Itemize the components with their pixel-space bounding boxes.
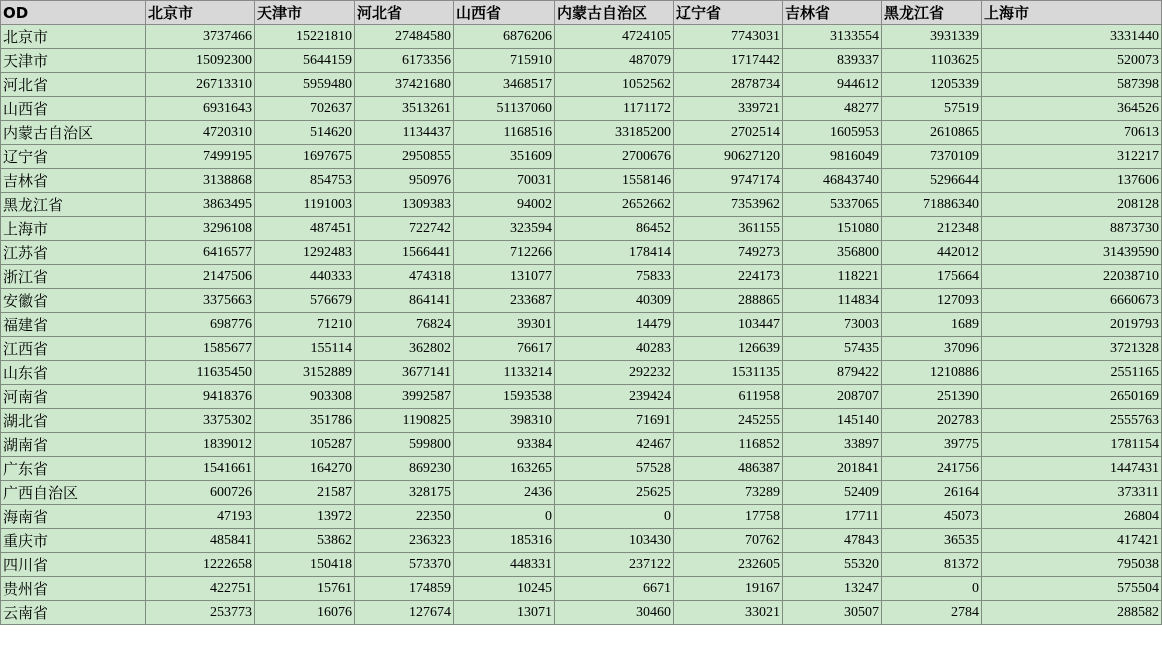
row-header-cell[interactable]: 天津市: [1, 49, 146, 73]
table-row: [1, 97, 1162, 121]
table-cell[interactable]: 42467: [555, 433, 674, 457]
table-cell[interactable]: 373311: [982, 481, 1162, 505]
table-cell[interactable]: 103430: [555, 529, 674, 553]
table-cell[interactable]: 0: [454, 505, 555, 529]
table-cell[interactable]: 2551165: [982, 361, 1162, 385]
table-cell[interactable]: 71886340: [882, 193, 982, 217]
table-cell[interactable]: 722742: [355, 217, 454, 241]
table-cell[interactable]: 514620: [255, 121, 355, 145]
table-cell[interactable]: 16076: [255, 601, 355, 625]
table-cell[interactable]: 361155: [674, 217, 783, 241]
table-cell[interactable]: 13247: [783, 577, 882, 601]
table-row: [1, 265, 1162, 289]
table-cell[interactable]: 520073: [982, 49, 1162, 73]
table-row: [1, 361, 1162, 385]
table-cell[interactable]: 486387: [674, 457, 783, 481]
table-cell[interactable]: 118221: [783, 265, 882, 289]
table-cell[interactable]: 1292483: [255, 241, 355, 265]
table-cell[interactable]: 339721: [674, 97, 783, 121]
table-cell[interactable]: 13972: [255, 505, 355, 529]
row-header-cell[interactable]: 海南省: [1, 505, 146, 529]
table-cell[interactable]: 1531135: [674, 361, 783, 385]
column-header-cell[interactable]: 内蒙古自治区: [555, 1, 674, 25]
table-cell[interactable]: 879422: [783, 361, 882, 385]
table-cell[interactable]: 13071: [454, 601, 555, 625]
table-cell[interactable]: 71210: [255, 313, 355, 337]
table-cell[interactable]: 30507: [783, 601, 882, 625]
table-cell[interactable]: 37421680: [355, 73, 454, 97]
table-row: [1, 289, 1162, 313]
corner-header-cell[interactable]: OD: [1, 1, 146, 25]
table-cell[interactable]: 55320: [783, 553, 882, 577]
table-cell[interactable]: 116852: [674, 433, 783, 457]
table-cell[interactable]: 1210886: [882, 361, 982, 385]
table-cell[interactable]: 351609: [454, 145, 555, 169]
table-cell[interactable]: 25625: [555, 481, 674, 505]
table-cell[interactable]: 174859: [355, 577, 454, 601]
table-cell[interactable]: 26804: [982, 505, 1162, 529]
table-cell[interactable]: 94002: [454, 193, 555, 217]
table-cell[interactable]: 2650169: [982, 385, 1162, 409]
column-header-cell[interactable]: 黑龙江省: [882, 1, 982, 25]
table-cell[interactable]: 903308: [255, 385, 355, 409]
table-cell[interactable]: 3296108: [146, 217, 255, 241]
row-header-cell[interactable]: 江西省: [1, 337, 146, 361]
table-cell[interactable]: 26164: [882, 481, 982, 505]
table-cell[interactable]: 950976: [355, 169, 454, 193]
table-cell[interactable]: 1052562: [555, 73, 674, 97]
table-cell[interactable]: 587398: [982, 73, 1162, 97]
row-header-cell[interactable]: 贵州省: [1, 577, 146, 601]
row-header-cell[interactable]: 湖北省: [1, 409, 146, 433]
table-cell[interactable]: 5644159: [255, 49, 355, 73]
table-row: [1, 193, 1162, 217]
table-cell[interactable]: 224173: [674, 265, 783, 289]
table-row: [1, 553, 1162, 577]
table-cell[interactable]: 175664: [882, 265, 982, 289]
table-cell[interactable]: 1585677: [146, 337, 255, 361]
table-cell[interactable]: 2950855: [355, 145, 454, 169]
table-row: [1, 49, 1162, 73]
table-cell[interactable]: 3331440: [982, 25, 1162, 49]
table-cell[interactable]: 137606: [982, 169, 1162, 193]
table-cell[interactable]: 292232: [555, 361, 674, 385]
table-cell[interactable]: 869230: [355, 457, 454, 481]
table-cell[interactable]: 105287: [255, 433, 355, 457]
table-cell[interactable]: 3138868: [146, 169, 255, 193]
table-cell[interactable]: 362802: [355, 337, 454, 361]
table-cell[interactable]: 474318: [355, 265, 454, 289]
table-cell[interactable]: 236323: [355, 529, 454, 553]
table-cell[interactable]: 241756: [882, 457, 982, 481]
table-cell[interactable]: 6416577: [146, 241, 255, 265]
table-cell[interactable]: 127674: [355, 601, 454, 625]
table-cell[interactable]: 251390: [882, 385, 982, 409]
row-header-cell[interactable]: 福建省: [1, 313, 146, 337]
table-cell[interactable]: 208707: [783, 385, 882, 409]
table-cell[interactable]: 0: [882, 577, 982, 601]
table-cell[interactable]: 185316: [454, 529, 555, 553]
column-header-cell[interactable]: 山西省: [454, 1, 555, 25]
table-cell[interactable]: 9747174: [674, 169, 783, 193]
table-cell[interactable]: 854753: [255, 169, 355, 193]
table-cell[interactable]: 2784: [882, 601, 982, 625]
table-cell[interactable]: 2610865: [882, 121, 982, 145]
table-cell[interactable]: 76824: [355, 313, 454, 337]
table-row: [1, 529, 1162, 553]
table-cell[interactable]: 131077: [454, 265, 555, 289]
table-cell[interactable]: 178414: [555, 241, 674, 265]
table-cell[interactable]: 1133214: [454, 361, 555, 385]
table-cell[interactable]: 7370109: [882, 145, 982, 169]
table-cell[interactable]: 3931339: [882, 25, 982, 49]
table-cell[interactable]: 9418376: [146, 385, 255, 409]
table-row: [1, 577, 1162, 601]
table-cell[interactable]: 3677141: [355, 361, 454, 385]
table-cell[interactable]: 573370: [355, 553, 454, 577]
column-header-cell[interactable]: 北京市: [146, 1, 255, 25]
table-cell[interactable]: 2019793: [982, 313, 1162, 337]
table-cell[interactable]: 5337065: [783, 193, 882, 217]
table-cell[interactable]: 151080: [783, 217, 882, 241]
table-cell[interactable]: 33897: [783, 433, 882, 457]
table-cell[interactable]: 233687: [454, 289, 555, 313]
table-cell[interactable]: 487079: [555, 49, 674, 73]
table-cell[interactable]: 45073: [882, 505, 982, 529]
table-cell[interactable]: 1103625: [882, 49, 982, 73]
table-cell[interactable]: 155114: [255, 337, 355, 361]
table-cell[interactable]: 40283: [555, 337, 674, 361]
table-cell[interactable]: 26713310: [146, 73, 255, 97]
row-header-cell[interactable]: 黑龙江省: [1, 193, 146, 217]
table-cell[interactable]: 6876206: [454, 25, 555, 49]
table-cell[interactable]: 3863495: [146, 193, 255, 217]
table-cell[interactable]: 3737466: [146, 25, 255, 49]
table-cell[interactable]: 944612: [783, 73, 882, 97]
row-header-cell[interactable]: 江苏省: [1, 241, 146, 265]
table-cell[interactable]: 3721328: [982, 337, 1162, 361]
table-cell[interactable]: 0: [555, 505, 674, 529]
table-cell[interactable]: 53862: [255, 529, 355, 553]
table-cell[interactable]: 8873730: [982, 217, 1162, 241]
table-cell[interactable]: 15092300: [146, 49, 255, 73]
table-cell[interactable]: 328175: [355, 481, 454, 505]
row-header-cell[interactable]: 浙江省: [1, 265, 146, 289]
table-row: [1, 433, 1162, 457]
table-cell[interactable]: 1781154: [982, 433, 1162, 457]
table-cell[interactable]: 46843740: [783, 169, 882, 193]
table-cell[interactable]: 1717442: [674, 49, 783, 73]
table-cell[interactable]: 22038710: [982, 265, 1162, 289]
table-cell[interactable]: 1566441: [355, 241, 454, 265]
table-cell[interactable]: 417421: [982, 529, 1162, 553]
table-row: [1, 457, 1162, 481]
table-cell[interactable]: 39775: [882, 433, 982, 457]
row-header-cell[interactable]: 安徽省: [1, 289, 146, 313]
table-cell[interactable]: 1558146: [555, 169, 674, 193]
row-header-cell[interactable]: 云南省: [1, 601, 146, 625]
table-cell[interactable]: 48277: [783, 97, 882, 121]
table-cell[interactable]: 22350: [355, 505, 454, 529]
table-cell[interactable]: 702637: [255, 97, 355, 121]
table-cell[interactable]: 611958: [674, 385, 783, 409]
table-row: [1, 313, 1162, 337]
table-cell[interactable]: 6931643: [146, 97, 255, 121]
table-cell[interactable]: 73289: [674, 481, 783, 505]
table-cell[interactable]: 576679: [255, 289, 355, 313]
table-cell[interactable]: 3513261: [355, 97, 454, 121]
table-row: [1, 169, 1162, 193]
column-header-cell[interactable]: 吉林省: [783, 1, 882, 25]
table-cell[interactable]: 201841: [783, 457, 882, 481]
table-cell[interactable]: 442012: [882, 241, 982, 265]
table-cell[interactable]: 3152889: [255, 361, 355, 385]
table-cell[interactable]: 2878734: [674, 73, 783, 97]
table-cell[interactable]: 839337: [783, 49, 882, 73]
table-row: [1, 121, 1162, 145]
row-header-cell[interactable]: 内蒙古自治区: [1, 121, 146, 145]
table-cell[interactable]: 712266: [454, 241, 555, 265]
table-row: [1, 385, 1162, 409]
table-cell[interactable]: 351786: [255, 409, 355, 433]
table-cell[interactable]: 1309383: [355, 193, 454, 217]
table-row: [1, 481, 1162, 505]
table-cell[interactable]: 36535: [882, 529, 982, 553]
table-cell[interactable]: 86452: [555, 217, 674, 241]
table-cell[interactable]: 114834: [783, 289, 882, 313]
table-cell[interactable]: 27484580: [355, 25, 454, 49]
table-row: [1, 409, 1162, 433]
row-header-cell[interactable]: 山东省: [1, 361, 146, 385]
table-cell[interactable]: 1205339: [882, 73, 982, 97]
table-cell[interactable]: 57519: [882, 97, 982, 121]
table-cell[interactable]: 37096: [882, 337, 982, 361]
table-row: [1, 337, 1162, 361]
row-header-cell[interactable]: 辽宁省: [1, 145, 146, 169]
table-cell[interactable]: 70613: [982, 121, 1162, 145]
row-header-cell[interactable]: 河南省: [1, 385, 146, 409]
table-cell[interactable]: 17758: [674, 505, 783, 529]
table-cell[interactable]: 1605953: [783, 121, 882, 145]
table-cell[interactable]: 126639: [674, 337, 783, 361]
table-cell[interactable]: 356800: [783, 241, 882, 265]
table-cell[interactable]: 212348: [882, 217, 982, 241]
table-cell[interactable]: 3375663: [146, 289, 255, 313]
table-cell[interactable]: 93384: [454, 433, 555, 457]
table-cell[interactable]: 1190825: [355, 409, 454, 433]
table-cell[interactable]: 3375302: [146, 409, 255, 433]
table-cell[interactable]: 1593538: [454, 385, 555, 409]
table-cell[interactable]: 1447431: [982, 457, 1162, 481]
column-header-cell[interactable]: 上海市: [982, 1, 1162, 25]
table-cell[interactable]: 39301: [454, 313, 555, 337]
table-cell[interactable]: 2555763: [982, 409, 1162, 433]
table-cell[interactable]: 4720310: [146, 121, 255, 145]
table-cell[interactable]: 288865: [674, 289, 783, 313]
table-cell[interactable]: 2436: [454, 481, 555, 505]
table-cell[interactable]: 57528: [555, 457, 674, 481]
table-cell[interactable]: 81372: [882, 553, 982, 577]
table-cell[interactable]: 600726: [146, 481, 255, 505]
table-cell[interactable]: 4724105: [555, 25, 674, 49]
table-cell[interactable]: 51137060: [454, 97, 555, 121]
table-row: [1, 601, 1162, 625]
header-row: [1, 1, 1162, 25]
table-cell[interactable]: 6660673: [982, 289, 1162, 313]
table-cell[interactable]: 33021: [674, 601, 783, 625]
table-cell[interactable]: 14479: [555, 313, 674, 337]
table-cell[interactable]: 150418: [255, 553, 355, 577]
table-cell[interactable]: 40309: [555, 289, 674, 313]
table-cell[interactable]: 73003: [783, 313, 882, 337]
row-header-cell[interactable]: 广东省: [1, 457, 146, 481]
table-cell[interactable]: 1191003: [255, 193, 355, 217]
table-cell[interactable]: 487451: [255, 217, 355, 241]
table-cell[interactable]: 70762: [674, 529, 783, 553]
table-cell[interactable]: 2652662: [555, 193, 674, 217]
table-cell[interactable]: 253773: [146, 601, 255, 625]
table-cell[interactable]: 15221810: [255, 25, 355, 49]
table-cell[interactable]: 398310: [454, 409, 555, 433]
table-cell[interactable]: 3468517: [454, 73, 555, 97]
table-cell[interactable]: 75833: [555, 265, 674, 289]
table-cell[interactable]: 163265: [454, 457, 555, 481]
table-row: [1, 145, 1162, 169]
table-cell[interactable]: 21587: [255, 481, 355, 505]
table-cell[interactable]: 715910: [454, 49, 555, 73]
column-header-cell[interactable]: 天津市: [255, 1, 355, 25]
table-cell[interactable]: 9816049: [783, 145, 882, 169]
row-header-cell[interactable]: 上海市: [1, 217, 146, 241]
table-cell[interactable]: 1222658: [146, 553, 255, 577]
table-cell[interactable]: 10245: [454, 577, 555, 601]
table-cell[interactable]: 52409: [783, 481, 882, 505]
table-cell[interactable]: 3133554: [783, 25, 882, 49]
row-header-cell[interactable]: 四川省: [1, 553, 146, 577]
table-cell[interactable]: 364526: [982, 97, 1162, 121]
table-cell[interactable]: 71691: [555, 409, 674, 433]
table-cell[interactable]: 239424: [555, 385, 674, 409]
table-cell[interactable]: 1689: [882, 313, 982, 337]
table-cell[interactable]: 795038: [982, 553, 1162, 577]
table-cell[interactable]: 864141: [355, 289, 454, 313]
table-cell[interactable]: 57435: [783, 337, 882, 361]
table-row: [1, 241, 1162, 265]
table-cell[interactable]: 245255: [674, 409, 783, 433]
row-header-cell[interactable]: 湖南省: [1, 433, 146, 457]
table-cell[interactable]: 749273: [674, 241, 783, 265]
row-header-cell[interactable]: 吉林省: [1, 169, 146, 193]
table-cell[interactable]: 485841: [146, 529, 255, 553]
table-cell[interactable]: 47843: [783, 529, 882, 553]
table-cell[interactable]: 33185200: [555, 121, 674, 145]
table-cell[interactable]: 575504: [982, 577, 1162, 601]
table-cell[interactable]: 323594: [454, 217, 555, 241]
table-cell[interactable]: 1168516: [454, 121, 555, 145]
table-cell[interactable]: 6671: [555, 577, 674, 601]
table-cell[interactable]: 2147506: [146, 265, 255, 289]
table-cell[interactable]: 440333: [255, 265, 355, 289]
table-row: [1, 217, 1162, 241]
table-cell[interactable]: 90627120: [674, 145, 783, 169]
table-cell[interactable]: 31439590: [982, 241, 1162, 265]
table-cell[interactable]: 70031: [454, 169, 555, 193]
table-cell[interactable]: 1134437: [355, 121, 454, 145]
column-header-cell[interactable]: 辽宁省: [674, 1, 783, 25]
table-cell[interactable]: 288582: [982, 601, 1162, 625]
table-cell[interactable]: 15761: [255, 577, 355, 601]
table-cell[interactable]: 2702514: [674, 121, 783, 145]
table-cell[interactable]: 237122: [555, 553, 674, 577]
row-header-cell[interactable]: 重庆市: [1, 529, 146, 553]
table-cell[interactable]: 11635450: [146, 361, 255, 385]
table-cell[interactable]: 448331: [454, 553, 555, 577]
table-cell[interactable]: 1171172: [555, 97, 674, 121]
table-cell[interactable]: 208128: [982, 193, 1162, 217]
table-cell[interactable]: 2700676: [555, 145, 674, 169]
table-cell[interactable]: 7499195: [146, 145, 255, 169]
table-cell[interactable]: 1541661: [146, 457, 255, 481]
table-cell[interactable]: 202783: [882, 409, 982, 433]
table-cell[interactable]: 3992587: [355, 385, 454, 409]
table-cell[interactable]: 145140: [783, 409, 882, 433]
table-cell[interactable]: 1697675: [255, 145, 355, 169]
table-cell[interactable]: 19167: [674, 577, 783, 601]
table-cell[interactable]: 5959480: [255, 73, 355, 97]
table-cell[interactable]: 164270: [255, 457, 355, 481]
column-header-cell[interactable]: 河北省: [355, 1, 454, 25]
table-cell[interactable]: 127093: [882, 289, 982, 313]
table-cell[interactable]: 599800: [355, 433, 454, 457]
row-header-cell[interactable]: 广西自治区: [1, 481, 146, 505]
table-row: [1, 25, 1162, 49]
table-cell[interactable]: 17711: [783, 505, 882, 529]
table-cell[interactable]: 698776: [146, 313, 255, 337]
table-cell[interactable]: 103447: [674, 313, 783, 337]
row-header-cell[interactable]: 山西省: [1, 97, 146, 121]
table-row: [1, 505, 1162, 529]
table-cell[interactable]: 47193: [146, 505, 255, 529]
table-cell[interactable]: 1839012: [146, 433, 255, 457]
row-header-cell[interactable]: 河北省: [1, 73, 146, 97]
row-header-cell[interactable]: 北京市: [1, 25, 146, 49]
table-cell[interactable]: 5296644: [882, 169, 982, 193]
table-cell[interactable]: 312217: [982, 145, 1162, 169]
table-cell[interactable]: 7353962: [674, 193, 783, 217]
table-cell[interactable]: 232605: [674, 553, 783, 577]
table-cell[interactable]: 422751: [146, 577, 255, 601]
table-cell[interactable]: 6173356: [355, 49, 454, 73]
table-cell[interactable]: 30460: [555, 601, 674, 625]
table-row: [1, 73, 1162, 97]
table-cell[interactable]: 76617: [454, 337, 555, 361]
table-cell[interactable]: 7743031: [674, 25, 783, 49]
